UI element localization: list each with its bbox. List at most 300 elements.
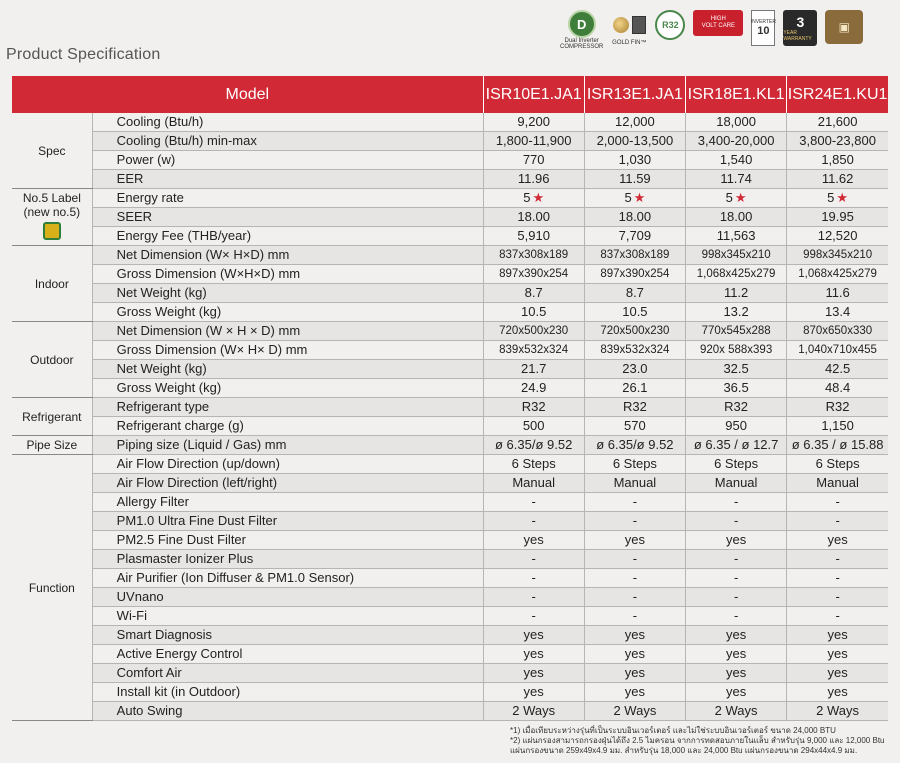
star-icon: ★ [532, 190, 545, 206]
table-row [12, 246, 888, 265]
cell-text: R32 [825, 399, 850, 415]
row-item-label: Net Dimension (W × H × D) mm [92, 322, 483, 341]
cell-value [584, 189, 685, 208]
cell-text: yes [523, 665, 544, 681]
cell-text: yes [624, 532, 645, 548]
cell-value [787, 664, 888, 683]
cell-text: 2,000-13,500 [596, 133, 674, 149]
cell-value [787, 702, 888, 721]
cell-value [686, 227, 787, 246]
table-row [12, 303, 888, 322]
cell-value [686, 493, 787, 512]
row-item-label: SEER [92, 208, 483, 227]
row-item-label: Smart Diagnosis [92, 626, 483, 645]
cell-value [584, 550, 685, 569]
table-row [12, 645, 888, 664]
cell-text: 3,800-23,800 [799, 133, 876, 149]
cell-text: 998x345x210 [803, 249, 873, 262]
cell-value [787, 683, 888, 702]
cell-text: 5 [624, 190, 632, 206]
gold-fin-badge [611, 10, 647, 46]
cell-text: 1,068x425x279 [696, 268, 776, 281]
cell-text: 770 [522, 152, 545, 168]
cell-value [483, 626, 584, 645]
model-col-1: ISR10E1.JA1 [483, 76, 584, 113]
gold-fin-label: GOLD FIN™ [612, 40, 647, 46]
cell-value [584, 303, 685, 322]
cell-value [686, 550, 787, 569]
cell-value [686, 398, 787, 417]
cell-value [686, 474, 787, 493]
cell-text: Manual [512, 475, 555, 491]
cell-text: ø 6.35/ø 9.52 [596, 437, 674, 453]
cell-value [584, 265, 685, 284]
cell-value [584, 360, 685, 379]
cell-value [483, 664, 584, 683]
cell-text: 13.4 [824, 304, 851, 320]
cell-text: Manual [714, 475, 758, 491]
cell-value [787, 246, 888, 265]
spec-table-body [12, 113, 888, 721]
cell-text: Manual [816, 475, 859, 491]
cell-text: yes [725, 684, 747, 700]
cell-text: 18,000 [716, 114, 756, 130]
model-col-3: ISR18E1.KL1 [686, 76, 787, 113]
cell-text: 770x545x288 [701, 325, 771, 338]
cell-text: ø 6.35/ø 9.52 [495, 437, 573, 453]
inverter-10-icon [751, 10, 775, 46]
cell-value [483, 246, 584, 265]
cell-text: 837x308x189 [600, 249, 670, 262]
cell-text: 2 Ways [816, 703, 860, 719]
table-row [12, 189, 888, 208]
cell-value [483, 398, 584, 417]
cell-value [584, 569, 685, 588]
group-indoor [12, 246, 92, 322]
page-title: Product Specification [6, 46, 161, 63]
cell-value [584, 417, 685, 436]
cell-value [787, 645, 888, 664]
certification-badges [560, 10, 890, 58]
group-label: Spec [38, 143, 66, 158]
row-item-label: Auto Swing [92, 702, 483, 721]
cell-text: 8.7 [625, 285, 644, 301]
cell-text: 1,800-11,900 [495, 133, 572, 149]
row-item-label: Net Weight (kg) [92, 284, 483, 303]
cell-text: - [632, 589, 638, 605]
cell-text: - [733, 589, 739, 605]
cell-text: 8.7 [524, 285, 543, 301]
cell-text: ø 6.35 / ø 12.7 [693, 437, 779, 453]
cell-value [787, 436, 888, 455]
table-row [12, 569, 888, 588]
warranty-badge [783, 10, 817, 46]
cell-value [483, 493, 584, 512]
cell-text: 11.96 [517, 171, 550, 187]
cell-value [686, 702, 787, 721]
cell-text: - [531, 570, 536, 586]
cell-value [686, 322, 787, 341]
table-row [12, 113, 888, 132]
cell-value [584, 531, 685, 550]
cell-text: 11.6 [825, 285, 850, 301]
cell-value [686, 189, 787, 208]
cell-text: 998x345x210 [701, 249, 771, 262]
cell-text: 18.00 [719, 209, 753, 225]
cell-text: - [835, 570, 840, 586]
cell-text: 26.1 [622, 380, 648, 396]
star-icon: ★ [836, 190, 849, 206]
cell-text: 2 Ways [714, 703, 758, 719]
cell-text: 897x390x254 [600, 268, 670, 281]
cell-text: - [733, 608, 739, 624]
cell-text: 5 [523, 190, 531, 206]
cell-value [483, 569, 584, 588]
cell-text: R32 [521, 399, 546, 415]
cell-value [686, 607, 787, 626]
table-row [12, 227, 888, 246]
footnote-1: *1) เมื่อเทียบระหว่างรุ่นที่เป็นระบบอินเวอร์เตอร์ และไม่ใช่ระบบอินเวอร์เตอร์ ขนาด 24,000 BTU [510, 726, 836, 735]
model-col-2: ISR13E1.JA1 [584, 76, 685, 113]
cell-text: 1,030 [618, 152, 652, 168]
cell-text: yes [624, 646, 645, 662]
cell-text: 1,040x710x455 [798, 344, 877, 357]
table-header-row [12, 76, 888, 113]
cell-value [686, 626, 787, 645]
cell-text: - [632, 570, 638, 586]
table-row [12, 626, 888, 645]
table-row [12, 265, 888, 284]
cell-text: - [632, 608, 638, 624]
cell-text: yes [523, 627, 544, 643]
cell-text: Manual [613, 475, 657, 491]
cell-text: - [835, 513, 840, 529]
cell-text: - [835, 589, 840, 605]
cell-value [584, 626, 685, 645]
cell-text: - [835, 551, 840, 567]
table-row [12, 607, 888, 626]
cell-value [787, 113, 888, 132]
cell-text: yes [523, 532, 544, 548]
cell-value [483, 151, 584, 170]
cell-value [787, 322, 888, 341]
cell-value [787, 607, 888, 626]
table-row [12, 398, 888, 417]
cell-text: 12,520 [817, 228, 858, 244]
cell-text: 21.7 [521, 361, 547, 377]
cell-value [483, 303, 584, 322]
r32-badge [655, 10, 685, 40]
cell-value [686, 132, 787, 151]
cell-value [584, 227, 685, 246]
row-item-label: Plasmaster Ionizer Plus [92, 550, 483, 569]
cell-value [483, 436, 584, 455]
row-item-label: Power (w) [92, 151, 483, 170]
row-item-label: Energy rate [92, 189, 483, 208]
cell-text: 1,850 [821, 152, 854, 168]
spec-table [12, 76, 888, 721]
table-row [12, 379, 888, 398]
cell-text: yes [725, 665, 747, 681]
cell-value [787, 208, 888, 227]
cell-value [787, 588, 888, 607]
cell-text: 23.0 [622, 361, 648, 377]
row-item-label: EER [92, 170, 483, 189]
footnote-2: *2) แผ่นกรองสามารถกรองฝุ่นได้ถึง 2.5 ไมครอน จากการทดสอบภายในแล็บ สำหรับรุ่น 9,000 และ 12,000 Btu [510, 736, 885, 745]
group-label: Pipe Size [26, 438, 78, 453]
row-item-label: PM2.5 Fine Dust Filter [92, 531, 483, 550]
cell-text: 10.5 [521, 304, 547, 320]
cell-value [686, 569, 787, 588]
cell-value [584, 322, 685, 341]
cell-text: 21,600 [817, 114, 858, 130]
cell-text: 920x 588x393 [699, 344, 773, 357]
cell-text: 720x500x230 [600, 325, 670, 338]
cell-value [584, 455, 685, 474]
cell-text: yes [523, 646, 544, 662]
cell-value [483, 265, 584, 284]
cell-value [483, 550, 584, 569]
table-row [12, 683, 888, 702]
cell-value [483, 607, 584, 626]
cell-text: - [835, 494, 840, 510]
high-volt-care-icon [693, 10, 743, 36]
cell-value [483, 455, 584, 474]
cell-text: 720x500x230 [499, 325, 569, 338]
row-item-label: Wi-Fi [92, 607, 483, 626]
warranty-text: YEAR WARRANTY [783, 30, 812, 42]
cell-text: yes [827, 684, 848, 700]
cell-value [686, 436, 787, 455]
table-row [12, 436, 888, 455]
cell-value [686, 303, 787, 322]
cell-value [787, 474, 888, 493]
cell-text: 500 [522, 418, 545, 434]
star-icon: ★ [633, 190, 646, 206]
energy-label-icon [43, 222, 61, 240]
cell-text: 897x390x254 [499, 268, 569, 281]
cell-text: 5,910 [517, 228, 550, 244]
cell-value [686, 360, 787, 379]
cell-text: 7,709 [618, 228, 652, 244]
cell-value [584, 664, 685, 683]
cell-value [787, 398, 888, 417]
cell-text: - [531, 513, 536, 529]
cell-value [686, 455, 787, 474]
group-label: Indoor [34, 276, 69, 291]
cell-value [584, 474, 685, 493]
cell-value [787, 455, 888, 474]
cell-value [686, 341, 787, 360]
group-refrigerant [12, 398, 92, 436]
cell-value [686, 683, 787, 702]
cell-value [787, 626, 888, 645]
table-row [12, 455, 888, 474]
table-row [12, 550, 888, 569]
cell-text: - [733, 551, 739, 567]
row-item-label: Piping size (Liquid / Gas) mm [92, 436, 483, 455]
inverter-10-big: 10 [757, 25, 770, 37]
cell-value [584, 208, 685, 227]
group-label: Outdoor [30, 352, 74, 367]
cell-text: 19.95 [821, 209, 854, 225]
cell-value [686, 113, 787, 132]
table-row [12, 588, 888, 607]
cell-value [787, 227, 888, 246]
cell-text: 11.59 [619, 171, 651, 187]
cell-text: 11.62 [821, 171, 854, 187]
table-row [12, 341, 888, 360]
table-row [12, 322, 888, 341]
row-item-label: Refrigerant charge (g) [92, 417, 483, 436]
cell-text: - [531, 608, 536, 624]
model-header: Model [12, 76, 483, 113]
table-row [12, 132, 888, 151]
cell-text: 6 Steps [714, 456, 759, 472]
cell-value [584, 683, 685, 702]
cell-value [686, 588, 787, 607]
cell-text: - [632, 494, 638, 510]
cell-value [483, 417, 584, 436]
cell-value [787, 531, 888, 550]
cell-text: 11,563 [716, 228, 756, 244]
cell-value [686, 664, 787, 683]
model-col-4: ISR24E1.KU1 [787, 76, 888, 113]
star-icon: ★ [734, 190, 747, 206]
cell-text: yes [725, 646, 747, 662]
cell-text: yes [827, 646, 848, 662]
footnotes [510, 726, 890, 756]
cell-value [787, 379, 888, 398]
hvc-line2: VOLT CARE [701, 23, 736, 29]
cell-value [787, 417, 888, 436]
row-item-label: Gross Weight (kg) [92, 303, 483, 322]
cell-text: 1,150 [821, 418, 854, 434]
cell-text: 870x650x330 [803, 325, 873, 338]
row-item-label: Air Purifier (Ion Diffuser & PM1.0 Sensor) [92, 569, 483, 588]
cell-value [584, 132, 685, 151]
high-volt-care-badge [693, 10, 743, 36]
row-item-label: Net Dimension (W× H×D) mm [92, 246, 483, 265]
table-row [12, 151, 888, 170]
cell-value [483, 189, 584, 208]
inverter-10-top: INVERTER [750, 19, 776, 25]
cell-value [584, 493, 685, 512]
cell-text: 11.2 [723, 285, 749, 301]
table-row [12, 417, 888, 436]
row-item-label: Air Flow Direction (up/down) [92, 455, 483, 474]
cell-text: - [632, 513, 638, 529]
cell-text: 24.9 [521, 380, 547, 396]
gold-fin-icon [611, 10, 647, 40]
cell-value [686, 531, 787, 550]
row-item-label: Cooling (Btu/h) [92, 113, 483, 132]
cell-text: 3,400-20,000 [697, 133, 775, 149]
cell-text: yes [624, 665, 645, 681]
cell-text: yes [523, 684, 544, 700]
cell-text: - [531, 589, 536, 605]
cell-text: - [835, 608, 840, 624]
cell-text: 13.2 [723, 304, 749, 320]
cell-value [686, 379, 787, 398]
cell-value [483, 341, 584, 360]
cell-text: 6 Steps [815, 456, 860, 472]
cell-text: yes [624, 627, 645, 643]
cell-value [787, 189, 888, 208]
table-row [12, 664, 888, 683]
cell-value [686, 170, 787, 189]
cell-text: - [733, 570, 739, 586]
cell-text: yes [624, 684, 645, 700]
group-label: No.5 Label (new no.5) [22, 191, 81, 220]
cell-value [483, 132, 584, 151]
warranty-icon [783, 10, 817, 46]
table-row [12, 702, 888, 721]
cell-value [787, 360, 888, 379]
cell-text: 1,068x425x279 [798, 268, 877, 281]
cell-text: yes [725, 532, 747, 548]
cell-value [686, 284, 787, 303]
cell-value [787, 132, 888, 151]
cell-text: 2 Ways [512, 703, 556, 719]
cell-text: R32 [622, 399, 647, 415]
cell-text: 1,540 [719, 152, 753, 168]
cell-value [787, 341, 888, 360]
cell-value [483, 208, 584, 227]
cell-text: 2 Ways [613, 703, 657, 719]
row-item-label: Install kit (in Outdoor) [92, 683, 483, 702]
group-label5 [12, 189, 92, 246]
cell-value [483, 113, 584, 132]
cell-value [787, 151, 888, 170]
cell-value [584, 151, 685, 170]
cell-value [584, 645, 685, 664]
cell-value [483, 588, 584, 607]
cell-text: 839x532x324 [600, 344, 670, 357]
cell-value [584, 341, 685, 360]
group-label: Refrigerant [22, 409, 82, 424]
cell-text: 6 Steps [612, 456, 657, 472]
cell-value [584, 379, 685, 398]
cell-value [483, 474, 584, 493]
row-item-label: Refrigerant type [92, 398, 483, 417]
cell-text: 48.4 [824, 380, 851, 396]
cell-text: 11.74 [720, 171, 752, 187]
cell-text: R32 [724, 399, 749, 415]
cell-value [483, 645, 584, 664]
cell-text: 837x308x189 [499, 249, 569, 262]
row-item-label: UVnano [92, 588, 483, 607]
cell-value [584, 170, 685, 189]
cell-value [483, 284, 584, 303]
warranty-big: 3 [796, 14, 805, 30]
row-item-label: Active Energy Control [92, 645, 483, 664]
cell-value [787, 550, 888, 569]
cell-text: yes [827, 627, 848, 643]
cell-text: yes [725, 627, 747, 643]
product-picture-icon: ▣ [825, 10, 863, 44]
cell-value [787, 303, 888, 322]
cell-value [584, 588, 685, 607]
table-row [12, 493, 888, 512]
cell-text: 5 [827, 190, 835, 206]
row-item-label: Net Weight (kg) [92, 360, 483, 379]
row-item-label: Air Flow Direction (left/right) [92, 474, 483, 493]
cell-text: 6 Steps [511, 456, 556, 472]
cell-value [686, 265, 787, 284]
cell-value [483, 379, 584, 398]
table-row [12, 531, 888, 550]
